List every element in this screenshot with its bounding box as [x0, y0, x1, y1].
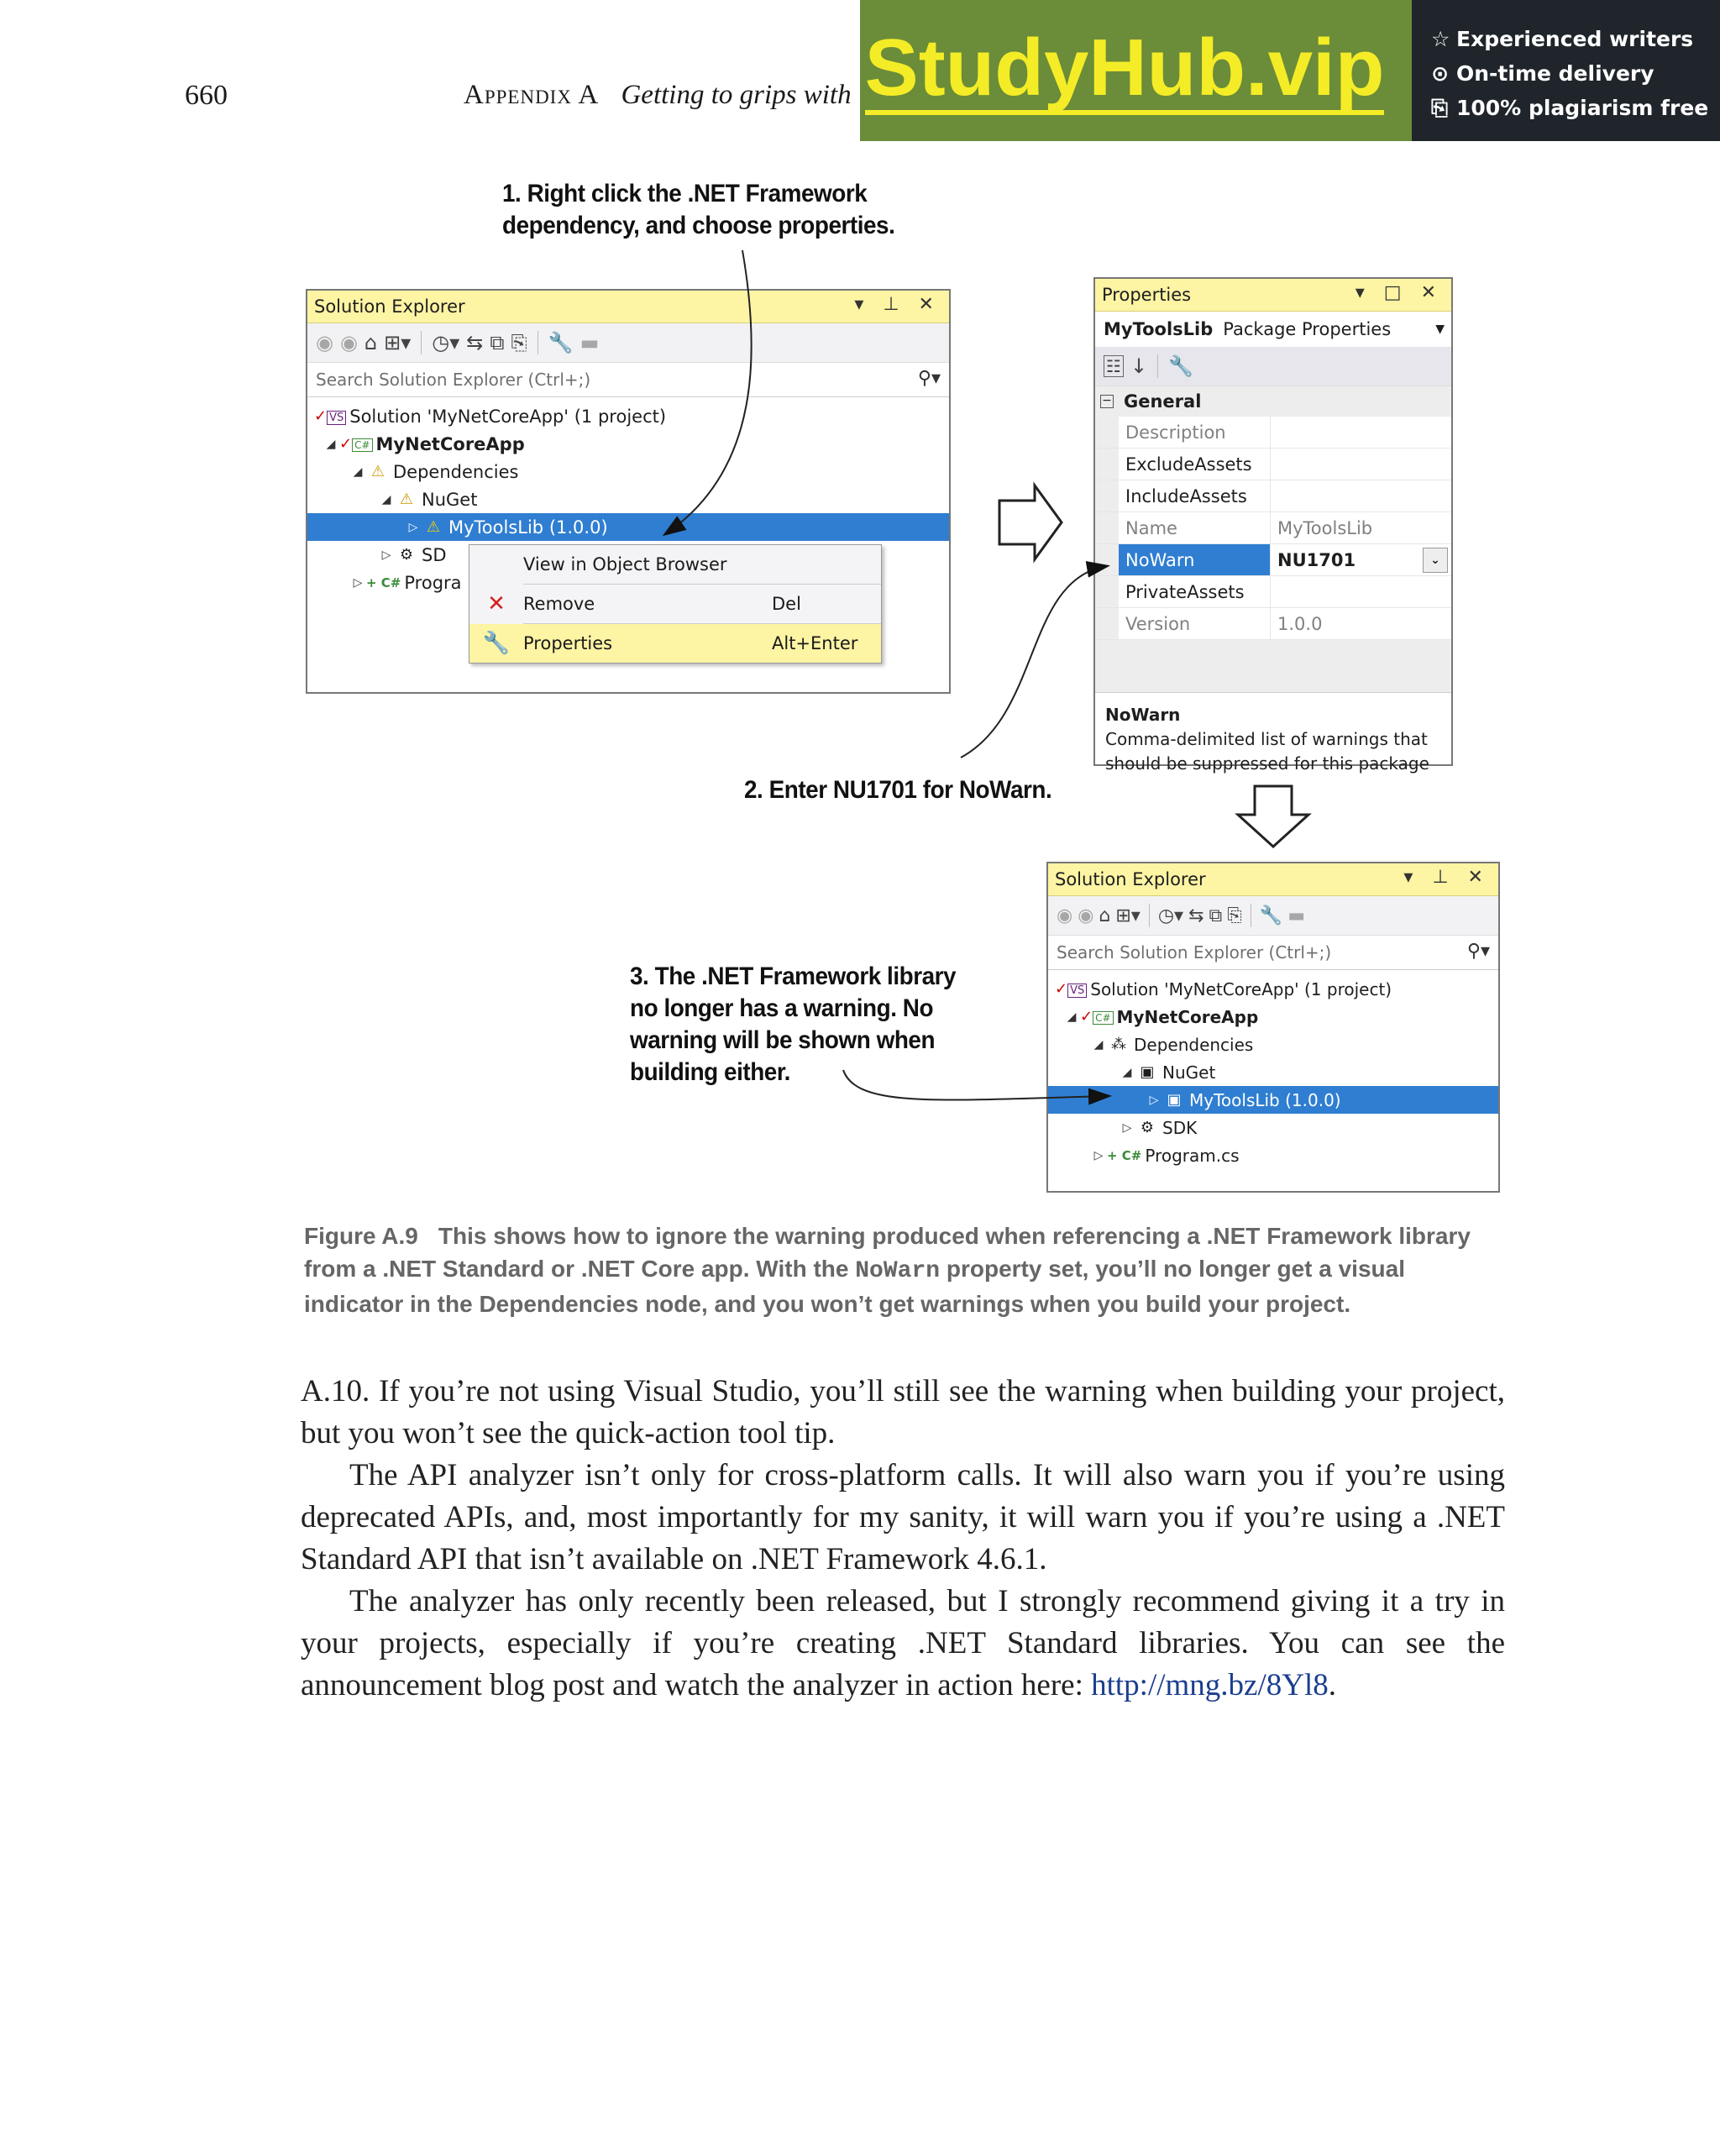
tree-program[interactable]: ▷ + C# Progra [307, 569, 949, 596]
preview-icon[interactable]: ▬ [1287, 905, 1306, 926]
property-row-description[interactable]: Description [1095, 417, 1451, 449]
collapsed-arrow-icon[interactable]: ▷ [1149, 1093, 1159, 1107]
properties-wrench-icon[interactable]: 🔧 [1259, 905, 1283, 926]
search-icon[interactable]: ⚲▾ [1466, 941, 1490, 962]
menu-item-remove[interactable]: ✕ Remove Del [469, 585, 881, 623]
paragraph-3: The analyzer has only recently been released, but I strongly recommend giving it a try in your projects, especially if you’re creating .NET Standard libraries. You can see the announcement blog post and watch the analyzer in action here: http://mng.bz/8Yl8. [301, 1584, 1505, 1702]
sync-icon[interactable]: ⇆ [1188, 905, 1204, 926]
connector-step-1 [665, 250, 752, 534]
paragraph-2: The API analyzer isn’t only for cross-platform calls. It will also warn you if you’re using deprecated APIs, and, most importantly for my sanity, it will warn you if you’re using a .NET Standard API that isn’t available on .NET Framework 4.6.1. [301, 1458, 1505, 1576]
collapsed-arrow-icon[interactable]: ▷ [353, 575, 363, 590]
property-row-name[interactable]: Name MyToolsLib [1095, 512, 1451, 544]
clock-icon: ⊙ [1431, 61, 1449, 86]
dropdown-arrow-icon[interactable]: ▼ [1435, 323, 1445, 336]
tree-solution[interactable]: ✓ VS Solution 'MyNetCoreApp' (1 project) [314, 406, 667, 427]
description-title: NoWarn [1105, 705, 1181, 725]
expanded-arrow-icon[interactable]: ◢ [1122, 1065, 1132, 1079]
search-input[interactable]: Search Solution Explorer (Ctrl+;) [316, 370, 591, 390]
properties-titlebar: Properties ▾ □ ✕ [1095, 279, 1451, 312]
csharp-file-icon: + C# [366, 575, 401, 590]
tree-project[interactable]: ◢ ✓ C# MyNetCoreApp [1048, 1003, 1498, 1031]
properties-wrench-icon[interactable]: 🔧 [548, 331, 574, 354]
property-row-nowarn[interactable]: NoWarn NU1701 ⌄ [1095, 544, 1451, 576]
nowarn-code: NoWarn [855, 1258, 941, 1284]
collapse-all-icon[interactable]: ⧉ [490, 331, 505, 354]
package-icon: ▣ [1167, 1091, 1182, 1109]
figure-caption: Figure A.9 This shows how to ignore the warning produced when referencing a .NET Framework library from a .NET Standard or .NET Core app. With the NoWarn property set, you’ll no longer get a visual indicator in the Dependencies node, and you won’t get warnings when you build your project. [304, 1223, 1471, 1317]
tree-dependencies[interactable]: ◢ ⁂ Dependencies [1048, 1031, 1498, 1058]
dependencies-warning-icon: ⚠ [370, 463, 385, 480]
home-icon[interactable]: ⌂ [364, 331, 378, 354]
properties-object-selector[interactable]: MyToolsLib Package Properties ▼ [1104, 319, 1445, 339]
feature-plagiarism: ⎘ 100% plagiarism free [1431, 91, 1720, 125]
categorized-icon[interactable]: ☷ [1104, 355, 1124, 377]
star-icon: ☆ [1431, 27, 1450, 51]
expanded-arrow-icon[interactable]: ◢ [326, 437, 336, 451]
property-row-include-assets[interactable]: IncludeAssets [1095, 480, 1451, 512]
show-all-files-icon[interactable]: ⎘ [1227, 905, 1242, 926]
nuget-icon: ▣ [1140, 1063, 1155, 1081]
feature-delivery: ⊙ On-time delivery [1431, 56, 1720, 91]
tree-project[interactable]: ◢ ✓ C# MyNetCoreApp [307, 430, 949, 458]
csharp-project-icon: ✓ C# [339, 435, 373, 453]
sync-icon[interactable]: ⇆ [466, 331, 484, 354]
feature-writers: ☆ Experienced writers [1431, 22, 1720, 56]
wrench-icon: 🔧 [482, 631, 511, 656]
csharp-project-icon: ✓ C# [1080, 1008, 1114, 1026]
sync-view-icon[interactable]: ⊞▾ [1115, 905, 1141, 926]
search-input[interactable]: Search Solution Explorer (Ctrl+;) [1057, 942, 1332, 963]
tree-nuget[interactable]: ◢ ⚠ NuGet [307, 485, 949, 513]
search-icon[interactable]: ⚲▾ [917, 368, 941, 389]
document-check-icon: ⎘ [1431, 96, 1449, 120]
menu-item-properties[interactable]: 🔧 Properties Alt+Enter [469, 624, 881, 663]
back-icon[interactable]: ◉ [316, 331, 333, 354]
tree-dependencies[interactable]: ◢ ⚠ Dependencies [307, 458, 949, 485]
forward-icon[interactable]: ◉ [339, 331, 358, 354]
explorer-titlebar: Solution Explorer ▾ ⊥ ✕ [307, 291, 949, 323]
titlebar-controls[interactable]: ▾ ⊥ ✕ [854, 294, 941, 315]
paragraph-1: A.10. If you’re not using Visual Studio, you’ll still see the warning when building your project, but you won’t see the quick-action tool tip. [301, 1374, 1505, 1450]
expanded-arrow-icon[interactable]: ◢ [1093, 1037, 1104, 1052]
tree-solution[interactable]: ✓ VS Solution 'MyNetCoreApp' (1 project) [1055, 978, 1392, 999]
collapsed-arrow-icon[interactable]: ▷ [1122, 1120, 1132, 1135]
property-row-exclude-assets[interactable]: ExcludeAssets [1095, 449, 1451, 480]
callout-step-1: 1. Right click the .NET Framework dependency, and choose properties. [502, 180, 895, 239]
category-general[interactable]: − General [1095, 386, 1451, 417]
figure-number: Figure A.9 [304, 1223, 418, 1249]
show-all-files-icon[interactable]: ⎘ [511, 331, 527, 354]
brand-logo: StudyHub.vip [865, 26, 1385, 115]
sync-view-icon[interactable]: ⊞▾ [384, 331, 412, 354]
body-text [301, 1371, 1505, 1707]
solution-icon: ✓ VS [1055, 980, 1087, 998]
right-arrow-icon [999, 485, 1062, 559]
csharp-file-icon: + C# [1107, 1148, 1142, 1163]
description-text: Comma-delimited list of warnings that should be suppressed for this package [1105, 729, 1429, 774]
callout-step-2: 2. Enter NU1701 for NoWarn. [744, 776, 1052, 804]
tree-package-selected[interactable]: ▷ ⚠ MyToolsLib (1.0.0) [307, 513, 949, 541]
property-row-private-assets[interactable]: PrivateAssets [1095, 576, 1451, 608]
down-arrow-icon [1238, 786, 1308, 847]
solution-icon: ✓ VS [314, 407, 346, 425]
property-pages-icon[interactable]: 🔧 [1168, 354, 1193, 378]
preview-icon[interactable]: ▬ [579, 331, 600, 354]
tree-package-selected[interactable]: ▷ ▣ MyToolsLib (1.0.0) [1048, 1086, 1498, 1114]
connector-step-2 [961, 566, 1107, 758]
collapsed-arrow-icon[interactable]: ▷ [1093, 1148, 1104, 1162]
collapsed-arrow-icon[interactable]: ▷ [381, 548, 391, 562]
nowarn-dropdown-icon[interactable]: ⌄ [1423, 548, 1448, 573]
back-icon[interactable]: ◉ [1057, 905, 1073, 926]
expanded-arrow-icon[interactable]: ◢ [381, 492, 391, 506]
collapse-icon[interactable]: − [1100, 395, 1114, 408]
collapsed-arrow-icon[interactable]: ▷ [408, 520, 418, 534]
sdk-icon: ⚙ [1140, 1119, 1155, 1136]
tree-sdk[interactable]: ▷ ⚙ SD [307, 541, 949, 569]
remove-x-icon: ✕ [487, 591, 506, 616]
dependencies-icon: ⁂ [1111, 1036, 1126, 1053]
sdk-icon: ⚙ [399, 546, 414, 564]
nuget-warning-icon: ⚠ [399, 490, 414, 508]
package-warning-icon: ⚠ [426, 518, 441, 536]
pending-changes-icon[interactable]: ◷▾ [1157, 905, 1184, 926]
tree-program[interactable]: ▷ + C# Program.cs [1048, 1141, 1498, 1169]
collapse-all-icon[interactable]: ⧉ [1209, 905, 1223, 926]
callout-step-3: 3. The .NET Framework library no longer has a warning. No warning will be shown when building either. [630, 963, 957, 1086]
expanded-arrow-icon[interactable]: ◢ [353, 464, 363, 479]
titlebar-controls[interactable]: ▾ ⊥ ✕ [1403, 867, 1490, 888]
chapter-title: Getting to grips with [621, 80, 852, 110]
connector-step-3 [843, 1070, 1109, 1100]
explorer-titlebar: Solution Explorer ▾ ⊥ ✕ [1048, 863, 1498, 896]
nowarn-value[interactable]: NU1701 [1277, 549, 1356, 570]
home-icon[interactable]: ⌂ [1099, 905, 1111, 926]
tree-sdk[interactable]: ▷ ⚙ SDK [1048, 1114, 1498, 1141]
expanded-arrow-icon[interactable]: ◢ [1067, 1010, 1077, 1024]
appendix-label: Appendix A [464, 80, 600, 110]
tree-nuget[interactable]: ◢ ▣ NuGet [1048, 1058, 1498, 1086]
titlebar-controls[interactable]: ▾ □ ✕ [1355, 282, 1443, 303]
menu-item-view-object-browser[interactable]: View in Object Browser [523, 554, 727, 574]
property-row-version[interactable]: Version 1.0.0 [1095, 608, 1451, 640]
announcement-link[interactable]: http://mng.bz/8Yl8 [1091, 1668, 1329, 1702]
page-number: 660 [185, 80, 228, 111]
pending-changes-icon[interactable]: ◷▾ [432, 331, 460, 354]
alphabetical-icon[interactable]: ↓ [1130, 354, 1148, 378]
forward-icon[interactable]: ◉ [1078, 905, 1094, 926]
